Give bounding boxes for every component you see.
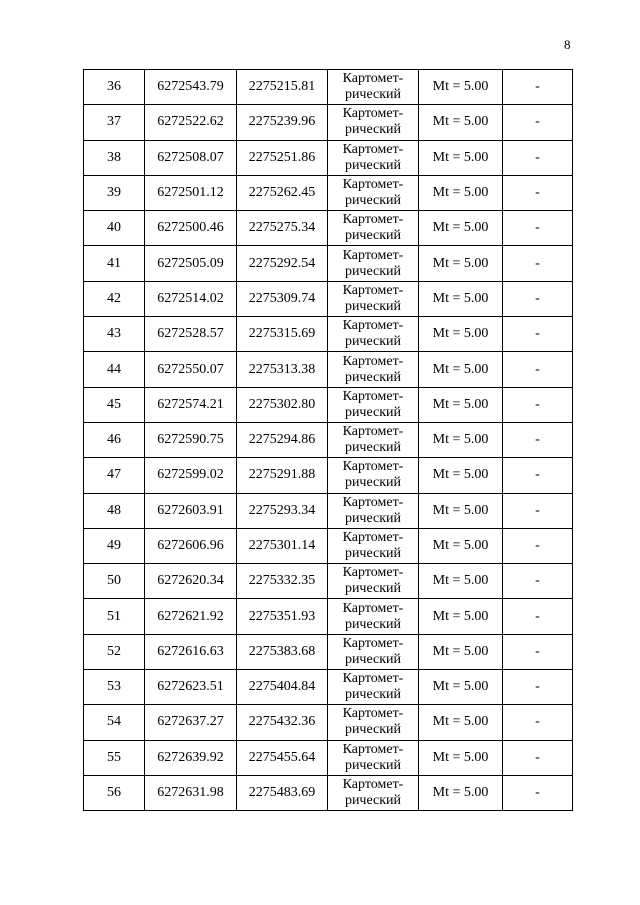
table-row [84, 70, 573, 105]
table-row [84, 458, 573, 493]
y-coordinate-cell: 2275294.86 [237, 422, 328, 457]
y-coordinate-cell: 2275483.69 [237, 775, 328, 810]
method-cell [328, 70, 419, 105]
method-line-1: Картомет- [342, 706, 404, 722]
point-number-cell: 44 [84, 352, 145, 387]
method-cell [328, 352, 419, 387]
x-coordinate-cell: 6272621.92 [145, 599, 237, 634]
x-coordinate-cell: 6272639.92 [145, 740, 237, 775]
method-line-2: рический [344, 687, 402, 703]
y-coordinate-cell: 2275215.81 [237, 70, 328, 105]
method-cell [328, 564, 419, 599]
method-line-1: Картомет- [342, 141, 404, 157]
accuracy-cell: Mt = 5.00 [419, 564, 503, 599]
x-coordinate-cell: 6272508.07 [145, 140, 237, 175]
note-cell: - [503, 175, 573, 210]
method-line-2: рический [344, 793, 402, 809]
accuracy-cell: Mt = 5.00 [419, 105, 503, 140]
method-cell [328, 705, 419, 740]
y-coordinate-cell: 2275291.88 [237, 458, 328, 493]
method-line-2: рический [344, 651, 402, 667]
accuracy-cell: Mt = 5.00 [419, 387, 503, 422]
point-number-cell: 54 [84, 705, 145, 740]
note-cell: - [503, 493, 573, 528]
accuracy-cell: Mt = 5.00 [419, 246, 503, 281]
point-number-cell: 42 [84, 281, 145, 316]
accuracy-cell: Mt = 5.00 [419, 281, 503, 316]
y-coordinate-cell: 2275239.96 [237, 105, 328, 140]
note-cell: - [503, 352, 573, 387]
method-line-2: рический [344, 263, 402, 279]
method-cell [328, 458, 419, 493]
point-number-cell: 50 [84, 564, 145, 599]
note-cell: - [503, 634, 573, 669]
method-cell [328, 422, 419, 457]
point-number-cell: 39 [84, 175, 145, 210]
method-line-1: Картомет- [342, 177, 404, 193]
method-line-1: Картомет- [342, 777, 404, 793]
table-row [84, 422, 573, 457]
method-line-2: рический [344, 122, 402, 138]
note-cell: - [503, 105, 573, 140]
method-line-1: Картомет- [342, 282, 404, 298]
y-coordinate-cell: 2275275.34 [237, 211, 328, 246]
method-line-1: Картомет- [342, 318, 404, 334]
accuracy-cell: Mt = 5.00 [419, 422, 503, 457]
point-number-cell: 47 [84, 458, 145, 493]
note-cell: - [503, 740, 573, 775]
point-number-cell: 43 [84, 317, 145, 352]
x-coordinate-cell: 6272528.57 [145, 317, 237, 352]
table-row [84, 105, 573, 140]
y-coordinate-cell: 2275455.64 [237, 740, 328, 775]
x-coordinate-cell: 6272623.51 [145, 670, 237, 705]
method-line-1: Картомет- [342, 565, 404, 581]
point-number-cell: 41 [84, 246, 145, 281]
point-number-cell: 53 [84, 670, 145, 705]
table-row [84, 140, 573, 175]
table-row [84, 211, 573, 246]
method-line-1: Картомет- [342, 247, 404, 263]
y-coordinate-cell: 2275302.80 [237, 387, 328, 422]
note-cell: - [503, 140, 573, 175]
method-line-1: Картомет- [342, 424, 404, 440]
accuracy-cell: Mt = 5.00 [419, 211, 503, 246]
accuracy-cell: Mt = 5.00 [419, 175, 503, 210]
point-number-cell: 40 [84, 211, 145, 246]
x-coordinate-cell: 6272590.75 [145, 422, 237, 457]
point-number-cell: 36 [84, 70, 145, 105]
table-row [84, 493, 573, 528]
method-line-2: рический [344, 404, 402, 420]
x-coordinate-cell: 6272620.34 [145, 564, 237, 599]
method-cell [328, 775, 419, 810]
note-cell: - [503, 458, 573, 493]
method-line-2: рический [344, 475, 402, 491]
point-number-cell: 46 [84, 422, 145, 457]
method-line-2: рический [344, 722, 402, 738]
note-cell: - [503, 211, 573, 246]
method-line-1: Картомет- [342, 212, 404, 228]
y-coordinate-cell: 2275309.74 [237, 281, 328, 316]
method-line-2: рический [344, 228, 402, 244]
note-cell: - [503, 387, 573, 422]
method-line-1: Картомет- [342, 741, 404, 757]
accuracy-cell: Mt = 5.00 [419, 528, 503, 563]
method-line-1: Картомет- [342, 388, 404, 404]
table-row [84, 175, 573, 210]
method-line-1: Картомет- [342, 353, 404, 369]
method-line-1: Картомет- [342, 71, 404, 87]
table-row [84, 387, 573, 422]
note-cell: - [503, 705, 573, 740]
method-line-1: Картомет- [342, 494, 404, 510]
note-cell: - [503, 599, 573, 634]
x-coordinate-cell: 6272574.21 [145, 387, 237, 422]
y-coordinate-cell: 2275432.36 [237, 705, 328, 740]
note-cell: - [503, 70, 573, 105]
method-cell [328, 211, 419, 246]
table-row [84, 246, 573, 281]
method-line-1: Картомет- [342, 600, 404, 616]
method-cell [328, 246, 419, 281]
accuracy-cell: Mt = 5.00 [419, 140, 503, 175]
x-coordinate-cell: 6272500.46 [145, 211, 237, 246]
point-number-cell: 51 [84, 599, 145, 634]
x-coordinate-cell: 6272550.07 [145, 352, 237, 387]
point-number-cell: 45 [84, 387, 145, 422]
method-cell [328, 528, 419, 563]
method-line-2: рический [344, 298, 402, 314]
note-cell: - [503, 246, 573, 281]
note-cell: - [503, 528, 573, 563]
note-cell: - [503, 564, 573, 599]
table-row [84, 528, 573, 563]
table-row [84, 775, 573, 810]
y-coordinate-cell: 2275313.38 [237, 352, 328, 387]
note-cell: - [503, 317, 573, 352]
method-cell [328, 670, 419, 705]
y-coordinate-cell: 2275404.84 [237, 670, 328, 705]
point-number-cell: 37 [84, 105, 145, 140]
x-coordinate-cell: 6272501.12 [145, 175, 237, 210]
method-cell [328, 317, 419, 352]
method-line-1: Картомет- [342, 530, 404, 545]
method-line-2: рический [344, 757, 402, 773]
method-cell [328, 599, 419, 634]
method-cell [328, 281, 419, 316]
note-cell: - [503, 670, 573, 705]
point-number-cell: 48 [84, 493, 145, 528]
method-line-2: рический [344, 581, 402, 597]
method-cell [328, 175, 419, 210]
y-coordinate-cell: 2275292.54 [237, 246, 328, 281]
method-line-2: рический [344, 369, 402, 385]
method-cell [328, 105, 419, 140]
y-coordinate-cell: 2275262.45 [237, 175, 328, 210]
table-row [84, 281, 573, 316]
accuracy-cell: Mt = 5.00 [419, 775, 503, 810]
table-row [84, 705, 573, 740]
accuracy-cell: Mt = 5.00 [419, 352, 503, 387]
x-coordinate-cell: 6272631.98 [145, 775, 237, 810]
accuracy-cell: Mt = 5.00 [419, 634, 503, 669]
method-line-2: рический [344, 157, 402, 173]
y-coordinate-cell: 2275293.34 [237, 493, 328, 528]
method-line-1: Картомет- [342, 635, 404, 651]
x-coordinate-cell: 6272505.09 [145, 246, 237, 281]
y-coordinate-cell: 2275251.86 [237, 140, 328, 175]
page-number: 8 [564, 37, 571, 52]
accuracy-cell: Mt = 5.00 [419, 317, 503, 352]
method-line-2: рический [344, 87, 402, 103]
note-cell: - [503, 422, 573, 457]
method-cell [328, 140, 419, 175]
coordinates-table [83, 69, 573, 811]
point-number-cell: 55 [84, 740, 145, 775]
accuracy-cell: Mt = 5.00 [419, 70, 503, 105]
accuracy-cell: Mt = 5.00 [419, 670, 503, 705]
x-coordinate-cell: 6272606.96 [145, 528, 237, 563]
method-line-1: Картомет- [342, 671, 404, 687]
note-cell: - [503, 775, 573, 810]
accuracy-cell: Mt = 5.00 [419, 705, 503, 740]
x-coordinate-cell: 6272514.02 [145, 281, 237, 316]
table-row [84, 599, 573, 634]
table-row [84, 564, 573, 599]
table-row [84, 352, 573, 387]
y-coordinate-cell: 2275301.14 [237, 528, 328, 563]
table-row [84, 634, 573, 669]
accuracy-cell: Mt = 5.00 [419, 740, 503, 775]
method-cell [328, 634, 419, 669]
method-line-2: рический [344, 440, 402, 456]
method-cell [328, 493, 419, 528]
method-cell [328, 387, 419, 422]
note-cell: - [503, 281, 573, 316]
point-number-cell: 38 [84, 140, 145, 175]
method-line-2: рический [344, 510, 402, 526]
y-coordinate-cell: 2275332.35 [237, 564, 328, 599]
table-row [84, 317, 573, 352]
accuracy-cell: Mt = 5.00 [419, 493, 503, 528]
accuracy-cell: Mt = 5.00 [419, 599, 503, 634]
x-coordinate-cell: 6272599.02 [145, 458, 237, 493]
point-number-cell: 52 [84, 634, 145, 669]
method-line-2: рический [344, 616, 402, 632]
method-line-2: рический [344, 193, 402, 209]
y-coordinate-cell: 2275383.68 [237, 634, 328, 669]
accuracy-cell: Mt = 5.00 [419, 458, 503, 493]
x-coordinate-cell: 6272543.79 [145, 70, 237, 105]
method-cell [328, 740, 419, 775]
coordinates-table-body [84, 70, 573, 811]
table-row [84, 740, 573, 775]
method-line-1: Картомет- [342, 106, 404, 122]
x-coordinate-cell: 6272603.91 [145, 493, 237, 528]
y-coordinate-cell: 2275351.93 [237, 599, 328, 634]
method-line-1: Картомет- [342, 459, 404, 475]
y-coordinate-cell: 2275315.69 [237, 317, 328, 352]
x-coordinate-cell: 6272637.27 [145, 705, 237, 740]
point-number-cell: 56 [84, 775, 145, 810]
method-line-2: рический [344, 334, 402, 350]
x-coordinate-cell: 6272616.63 [145, 634, 237, 669]
method-line-2: рический [344, 546, 402, 561]
table-row [84, 670, 573, 705]
point-number-cell: 49 [84, 528, 145, 563]
x-coordinate-cell: 6272522.62 [145, 105, 237, 140]
